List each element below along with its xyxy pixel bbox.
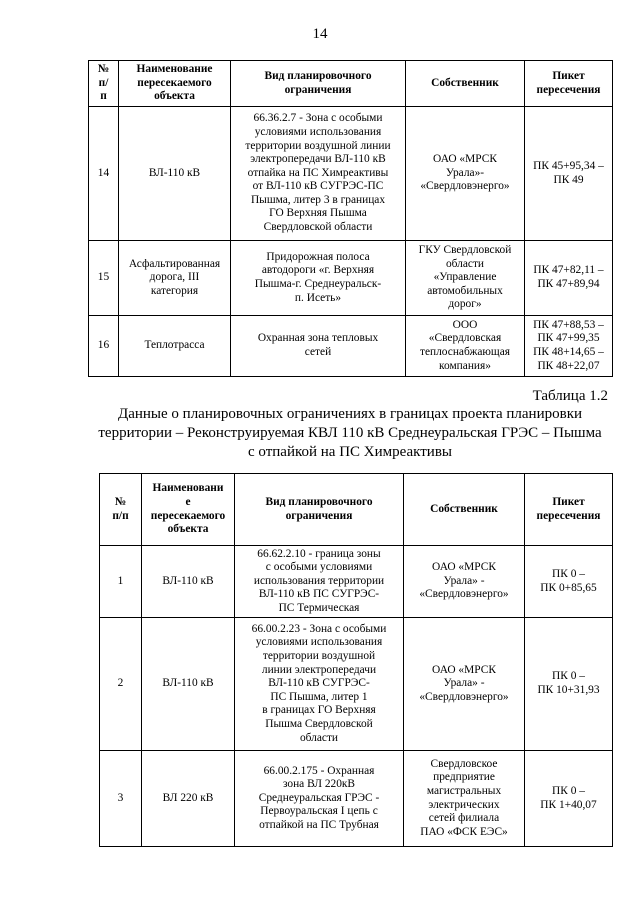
restriction-cell-line: 66.62.2.10 - граница зоны <box>257 547 381 560</box>
restriction-cell-line: 66.00.2.23 - Зона с особыми <box>251 622 387 635</box>
restriction-type-header <box>231 61 406 107</box>
restriction-cell-line: автодороги «г. Верхняя <box>261 264 375 277</box>
number-header-line: п/ <box>98 76 109 89</box>
restriction-type-header-line: Вид планировочного <box>264 69 372 82</box>
owner-cell-line: ОАО «МРСК <box>432 561 496 574</box>
restriction-cell <box>231 241 406 316</box>
object-name-header <box>119 61 231 107</box>
object-name-cell <box>119 241 231 316</box>
table-header-row <box>100 474 613 546</box>
owner-cell-line: ООО <box>452 318 478 331</box>
object-name-cell-line: ВЛ-110 кВ <box>148 166 201 179</box>
restriction-cell-line: ПС Пышма, литер 1 <box>270 690 368 703</box>
table-caption-label: Таблица 1.2 <box>532 388 608 404</box>
owner-cell-line: магистральных <box>426 784 502 797</box>
owner-cell-line: сетей филиала <box>428 812 500 825</box>
picket-cell-line: ПК 10+31,93 <box>537 684 600 696</box>
planning-restrictions-table <box>99 473 613 847</box>
owner-cell-line: Урала»- <box>445 166 485 179</box>
restriction-type-header <box>235 474 404 546</box>
owner-cell-line: автомобильных <box>427 284 503 297</box>
caption-title-line: Данные о планировочных ограничениях в границах проекта планировки <box>117 406 583 422</box>
object-name-header-line: е <box>185 495 191 508</box>
owner-header-line: Собственник <box>431 76 499 89</box>
owner-header <box>406 61 525 107</box>
restriction-cell-line: ВЛ-110 кВ СУГРЭС- <box>268 677 370 690</box>
object-name-cell-line: Асфальтированная <box>128 257 221 270</box>
object-name-header <box>142 474 235 546</box>
restriction-cell-line: сетей <box>304 346 332 358</box>
owner-cell-line: «Управление <box>433 271 497 284</box>
restriction-cell <box>231 316 406 377</box>
restriction-cell-line: линии электропередачи <box>261 663 377 676</box>
owner-cell-line: области <box>445 257 485 270</box>
owner-cell-line: Свердловское <box>430 757 498 770</box>
object-name-header-line: пересекаемого <box>150 509 226 522</box>
object-name-cell <box>119 107 231 241</box>
object-name-cell-line: Теплотрасса <box>144 339 205 352</box>
number-header <box>89 61 119 107</box>
picket-cell-line: ПК 49 <box>553 173 584 186</box>
restriction-cell-line: ПС Термическая <box>278 601 360 614</box>
restriction-cell-line: отпайка на ПС Химреактивы <box>247 166 389 179</box>
object-name-header-line: объекта <box>154 90 195 103</box>
owner-cell <box>404 546 525 618</box>
restriction-type-header-line: Вид планировочного <box>265 495 373 508</box>
owner-cell <box>406 316 525 377</box>
owner-cell-line: «Свердловэнерго» <box>420 180 510 193</box>
picket-cell-line: ПК 0 – <box>552 784 585 797</box>
owner-cell <box>404 751 525 847</box>
restriction-cell-line: Первоуральская I цепь с <box>260 805 378 818</box>
owner-cell-line: ОАО «МРСК <box>432 663 496 676</box>
table-row <box>89 316 613 377</box>
picket-header <box>525 61 613 107</box>
picket-header-line: Пикет <box>552 69 585 82</box>
restriction-cell-line: Пышма Свердловской <box>265 717 373 730</box>
owner-cell-line: «Свердловская <box>428 332 502 345</box>
restriction-cell-line: использования территории <box>253 574 385 587</box>
number-header-line: № <box>114 495 127 508</box>
table-row <box>100 751 613 847</box>
picket-cell <box>525 618 613 751</box>
owner-cell-line: «Свердловэнерго» <box>419 588 509 601</box>
picket-cell-line: ПК 47+88,53 – <box>533 318 604 331</box>
object-name-cell-line: ВЛ-110 кВ <box>162 574 214 587</box>
restriction-cell <box>231 107 406 241</box>
restriction-type-header-line: ограничения <box>285 509 353 522</box>
caption-title-line: с отпайкой на ПС Химреактивы <box>248 444 452 460</box>
page-number: 14 <box>312 26 328 42</box>
table-row <box>89 241 613 316</box>
object-name-header-line: пересекаемого <box>137 76 212 89</box>
restriction-cell-line: ГО Верхняя Пышма <box>269 207 367 220</box>
owner-header-line: Собственник <box>430 502 498 515</box>
picket-cell-line: ПК 0 – <box>552 567 585 580</box>
owner-cell-line: ОАО «МРСК <box>433 153 497 166</box>
picket-cell-line: ПК 47+89,94 <box>537 278 600 290</box>
picket-cell-line: ПК 0 – <box>552 670 585 683</box>
owner-cell <box>406 241 525 316</box>
owner-header <box>404 474 525 546</box>
number-header-line: п <box>100 90 107 103</box>
table-row <box>89 107 613 241</box>
object-name-cell <box>142 751 235 847</box>
owner-cell-line: теплоснабжающая <box>419 346 510 358</box>
restriction-cell-line: условиями использования <box>255 636 383 649</box>
restriction-cell-line: Пышма-г. Среднеуральск- <box>254 278 382 290</box>
object-name-cell-line: дорога, III <box>149 271 200 284</box>
picket-cell <box>525 546 613 618</box>
picket-cell <box>525 241 613 316</box>
owner-cell <box>406 107 525 241</box>
table-row <box>100 618 613 751</box>
picket-cell-line: ПК 47+99,35 <box>537 332 600 345</box>
row-number-cell: 2 <box>100 618 142 751</box>
picket-cell <box>525 107 613 241</box>
owner-cell-line: предприятие <box>433 771 495 784</box>
object-name-header-line: Наименование <box>136 63 213 76</box>
row-number-cell: 3 <box>100 751 142 847</box>
restriction-cell-line: Свердловской области <box>263 221 373 234</box>
planning-restrictions-table-continued <box>88 60 613 377</box>
restriction-cell-line: 66.36.2.7 - Зона с особыми <box>253 112 383 125</box>
number-header-line: № <box>97 63 110 76</box>
restriction-cell <box>235 546 404 618</box>
picket-header <box>525 474 613 546</box>
restriction-cell-line: в границах ГО Верхняя <box>262 704 376 717</box>
restriction-cell-line: территории воздушной линии <box>245 139 391 152</box>
restriction-cell-line: Охранная зона тепловых <box>257 332 379 345</box>
owner-cell-line: компания» <box>439 359 491 372</box>
table-header-row <box>89 61 613 107</box>
row-number-cell: 1 <box>100 546 142 618</box>
owner-cell-line: ПАО «ФСК ЕЭС» <box>420 825 508 838</box>
restriction-type-header-line: ограничения <box>284 83 352 96</box>
restriction-cell-line: от ВЛ-110 кВ СУГРЭС-ПС <box>252 180 384 193</box>
owner-cell <box>404 618 525 751</box>
object-name-header-line: Наименовани <box>152 482 224 495</box>
picket-cell-line: ПК 45+95,34 – <box>533 159 604 172</box>
restriction-cell-line: Пышма, литер 3 в границах <box>250 193 386 206</box>
restriction-cell-line: ВЛ-110 кВ ПС СУГРЭС- <box>258 588 380 601</box>
row-number-cell: 15 <box>89 241 119 316</box>
picket-header-line: Пикет <box>552 495 585 508</box>
restriction-cell-line: условиями использования <box>254 125 382 138</box>
object-name-cell-line: ВЛ-110 кВ <box>162 677 214 690</box>
caption-title-line: территории – Реконструируемая КВЛ 110 кВ Среднеуральская ГРЭС – Пышма <box>98 425 602 441</box>
owner-cell-line: Урала» - <box>443 677 485 690</box>
picket-header-line: пересечения <box>536 83 601 96</box>
object-name-cell-line: ВЛ 220 кВ <box>162 791 214 804</box>
picket-cell <box>525 316 613 377</box>
restriction-cell-line: Придорожная полоса <box>266 250 370 263</box>
row-number-cell: 14 <box>89 107 119 241</box>
restriction-cell-line: территории воздушной <box>262 650 376 663</box>
picket-cell-line: ПК 47+82,11 – <box>533 264 604 277</box>
owner-cell-line: дорог» <box>448 298 482 311</box>
picket-cell-line: ПК 1+40,07 <box>540 798 597 811</box>
row-number-cell: 16 <box>89 316 119 377</box>
picket-cell-line: ПК 0+85,65 <box>540 581 597 594</box>
restriction-cell-line: с особыми условиями <box>265 561 373 574</box>
restriction-cell-line: 66.00.2.175 - Охранная <box>263 764 375 777</box>
object-name-header-line: объекта <box>167 523 209 536</box>
restriction-cell <box>235 751 404 847</box>
picket-cell-line: ПК 48+14,65 – <box>533 346 604 358</box>
restriction-cell-line: п. Исеть» <box>294 291 342 304</box>
restriction-cell-line: отпайкой на ПС Трубная <box>259 818 379 831</box>
owner-cell-line: Урала» - <box>443 574 485 587</box>
object-name-cell <box>142 546 235 618</box>
restriction-cell-line: электропередачи ВЛ-110 кВ <box>250 153 386 166</box>
restriction-cell-line: зона ВЛ 220кВ <box>282 778 356 791</box>
picket-cell <box>525 751 613 847</box>
table-row <box>100 546 613 618</box>
picket-cell-line: ПК 48+22,07 <box>537 359 600 372</box>
owner-cell-line: ГКУ Свердловской <box>418 244 512 257</box>
object-name-cell <box>119 316 231 377</box>
owner-cell-line: «Свердловэнерго» <box>419 690 509 703</box>
object-name-cell <box>142 618 235 751</box>
table-caption-title <box>60 405 640 462</box>
number-header-line: п/п <box>112 509 129 522</box>
object-name-cell-line: категория <box>150 284 199 297</box>
restriction-cell <box>235 618 404 751</box>
restriction-cell-line: Среднеуральская ГРЭС - <box>258 791 380 804</box>
picket-header-line: пересечения <box>536 509 601 522</box>
number-header <box>100 474 142 546</box>
owner-cell-line: электрических <box>428 798 500 811</box>
restriction-cell-line: области <box>299 731 339 744</box>
